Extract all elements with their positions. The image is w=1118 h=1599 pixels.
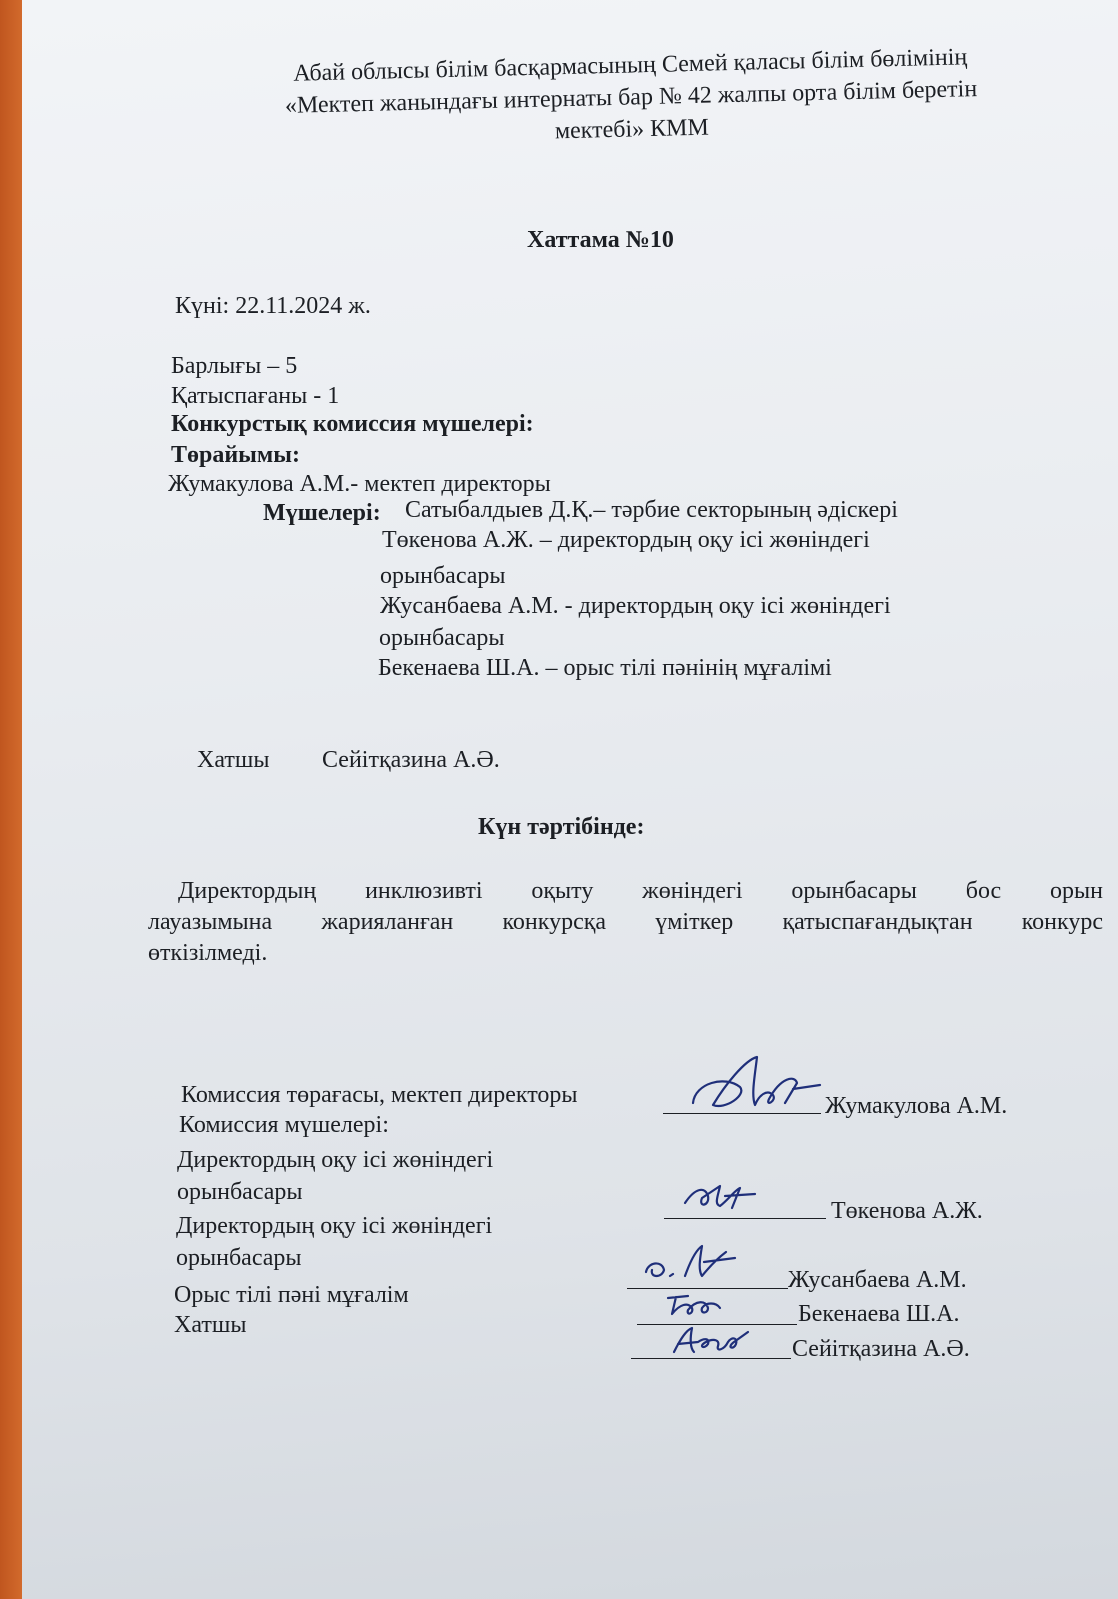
member-line: Жусанбаева А.М. - директордың оқу ісі жөніндегі — [380, 593, 891, 619]
sign-name-3: Бекенаева Ш.А. — [798, 1301, 960, 1327]
sign-role-1: орынбасары — [177, 1179, 303, 1205]
secretary-label: Хатшы — [197, 747, 270, 773]
header-line-1: Абай облысы білім басқармасының Семей қаласы білім бөлімінің — [292, 44, 968, 87]
secretary-name: Сейітқазина А.Ә. — [322, 747, 500, 773]
signature-member-1 — [680, 1178, 770, 1218]
sign-name-2: Жусанбаева А.М. — [788, 1267, 967, 1293]
sign-role-3: Орыс тілі пәні мұғалім — [174, 1282, 409, 1308]
agenda-line: Директордың инклюзивті оқыту жөніндегі орынбасары бос орын — [178, 878, 1103, 904]
commission-heading: Конкурстық комиссия мүшелері: — [171, 411, 534, 437]
header-line-2: «Мектеп жанындағы интернаты бар № 42 жалпы орта білім беретін — [284, 76, 978, 119]
meeting-date: Күні: 22.11.2024 ж. — [175, 293, 371, 319]
sign-role-2: Директордың оқу ісі жөніндегі — [176, 1213, 493, 1239]
sign-name-1: Төкенова А.Ж. — [831, 1198, 983, 1224]
chair-name: Жумакулова А.М.- мектеп директоры — [168, 471, 551, 497]
signature-chair — [685, 1055, 835, 1125]
sign-chair-name: Жумакулова А.М. — [825, 1093, 1008, 1119]
chair-heading: Төрайымы: — [171, 442, 300, 468]
absent-count: Қатыспағаны - 1 — [171, 383, 340, 409]
member-line: орынбасары — [380, 563, 506, 589]
sign-members-heading: Комиссия мүшелері: — [179, 1112, 389, 1138]
agenda-line: лауазымына жарияланған конкурсқа үміткер қатыспағандықтан конкурс — [148, 909, 1103, 935]
sign-role-1: Директордың оқу ісі жөніндегі — [177, 1147, 494, 1173]
signature-member-3 — [662, 1288, 742, 1322]
sign-role-4: Хатшы — [174, 1312, 247, 1338]
sign-role-2: орынбасары — [176, 1245, 302, 1271]
signature-member-2 — [640, 1240, 750, 1290]
header-line-3: мектебі» КММ — [554, 114, 710, 145]
member-line: орынбасары — [379, 625, 505, 651]
document-title: Хаттама №10 — [527, 227, 674, 253]
member-line: Сатыбалдыев Д.Қ.– тәрбие секторының әдіскері — [405, 497, 898, 523]
agenda-heading: Күн тәртібінде: — [478, 814, 645, 840]
agenda-line: өткізілмеді. — [148, 940, 268, 966]
member-line: Төкенова А.Ж. – директордың оқу ісі жөніндегі — [382, 527, 870, 553]
sign-chair-role: Комиссия төрағасы, мектеп директоры — [181, 1082, 578, 1108]
members-label: Мүшелері: — [263, 500, 381, 526]
signature-secretary — [668, 1322, 758, 1362]
total-count: Барлығы – 5 — [171, 353, 298, 379]
sign-name-4: Сейітқазина А.Ә. — [792, 1336, 970, 1362]
member-line: Бекенаева Ш.А. – орыс тілі пәнінің мұғалімі — [378, 655, 832, 681]
